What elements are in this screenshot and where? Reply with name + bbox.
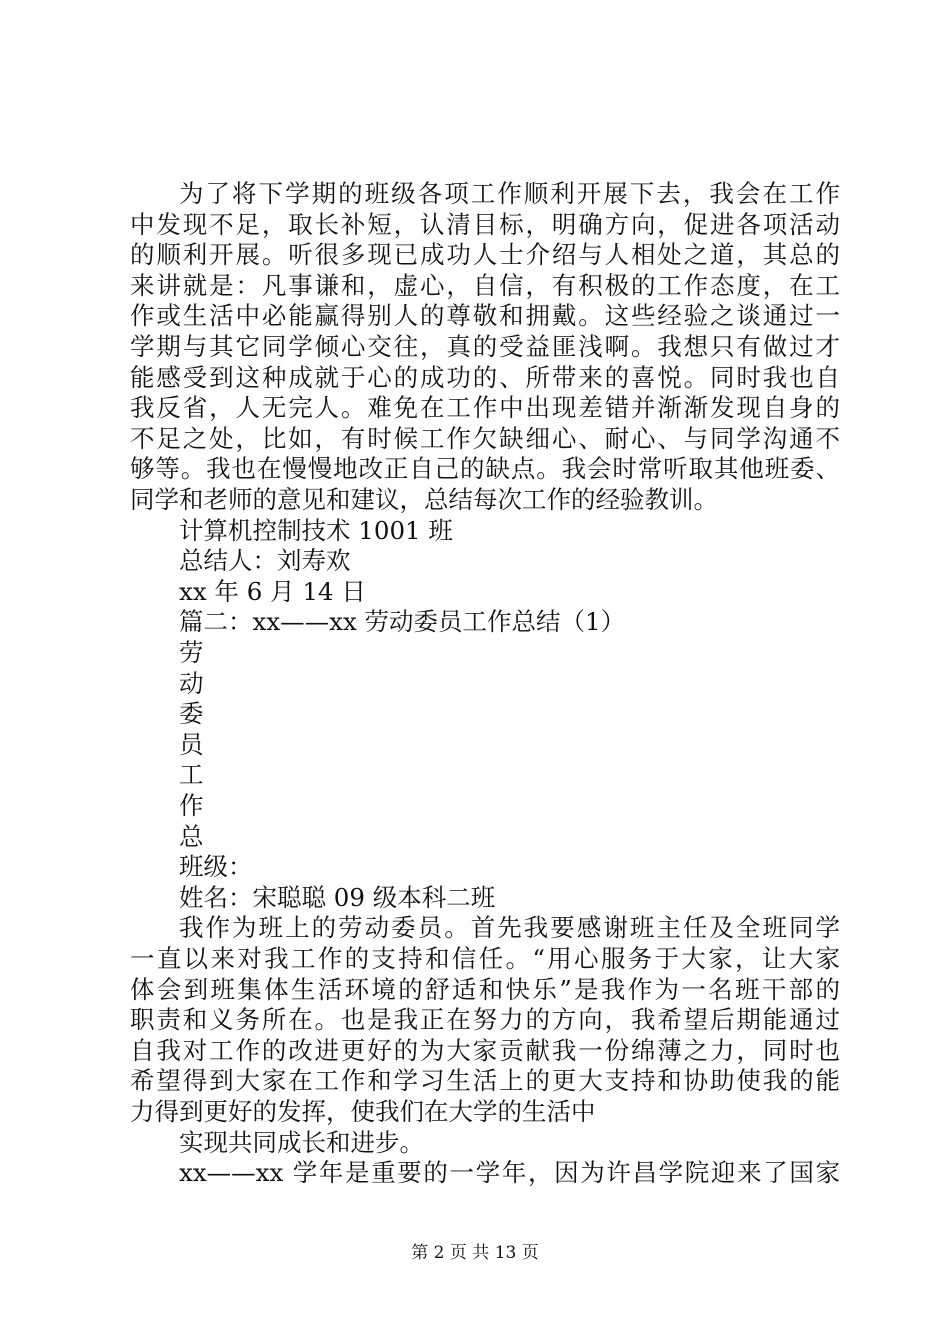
text-line: 总: [179, 821, 204, 851]
text-line: 篇二：xx——xx 劳动委员工作总结（1）: [179, 607, 626, 637]
text-line: 作: [179, 791, 204, 820]
text-line: 同学和老师的意见和建议，总结每次工作的经验教训。: [130, 485, 718, 514]
text-line: 计算机控制技术 1001 班: [179, 515, 453, 545]
text-line: 来讲就是：凡事谦和，虚心，自信，有积极的工作态度，在工: [130, 270, 840, 300]
text-line: 我反省，人无完人。难免在工作中出现差错并渐渐发现自身的: [130, 393, 840, 423]
page-footer: 第 2 页 共 13 页: [411, 1243, 539, 1263]
text-line: 劳: [179, 638, 204, 667]
text-line: 力得到更好的发挥，使我们在大学的生活中: [130, 1097, 596, 1126]
text-line: 委: [179, 699, 204, 729]
text-line: 员: [179, 729, 204, 759]
text-line: 希望得到大家在工作和学习生活上的更大支持和协助使我的能: [130, 1066, 840, 1096]
text-line: 一直以来对我工作的支持和信任。“用心服务于大家，让大家: [130, 944, 840, 973]
text-line: 不足之处，比如，有时候工作欠缺细心、耐心、与同学沟通不: [130, 423, 840, 453]
text-line: 班级：: [179, 852, 253, 882]
text-line: 自我对工作的改进更好的为大家贡献我一份绵薄之力，同时也: [130, 1035, 840, 1065]
text-line: xx——xx 学年是重要的一学年，因为许昌学院迎来了国家: [179, 1158, 840, 1188]
text-line: 够等。我也在慢慢地改正自己的缺点。我会时常听取其他班委、: [130, 454, 840, 484]
text-line: 体会到班集体生活环境的舒适和快乐”是我作为一名班干部的: [130, 974, 840, 1004]
text-line: 中发现不足，取长补短，认清目标，明确方向，促进各项活动: [130, 209, 840, 239]
text-line: 学期与其它同学倾心交往，真的受益匪浅啊。我想只有做过才: [130, 332, 840, 361]
text-line: 实现共同成长和进步。: [179, 1127, 424, 1157]
text-line: 姓名：宋聪聪 09 级本科二班: [179, 882, 496, 912]
text-line: 总结人：刘寿欢: [179, 546, 351, 576]
text-line: 职责和义务所在。也是我正在努力的方向，我希望后期能通过: [130, 1005, 840, 1035]
text-line: 我作为班上的劳动委员。首先我要感谢班主任及全班同学: [179, 913, 840, 943]
text-line: 为了将下学期的班级各项工作顺利开展下去，我会在工作: [179, 179, 840, 208]
text-line: xx 年 6 月 14 日: [179, 576, 366, 606]
text-line: 作或生活中必能赢得别人的尊敬和拥戴。这些经验之谈通过一: [130, 301, 840, 331]
text-line: 的顺利开展。听很多现已成功人士介绍与人相处之道，其总的: [130, 240, 840, 270]
text-line: 动: [179, 668, 204, 698]
text-line: 能感受到这种成就于心的成功的、所带来的喜悦。同时我也自: [130, 362, 840, 392]
text-line: 工: [179, 760, 204, 790]
